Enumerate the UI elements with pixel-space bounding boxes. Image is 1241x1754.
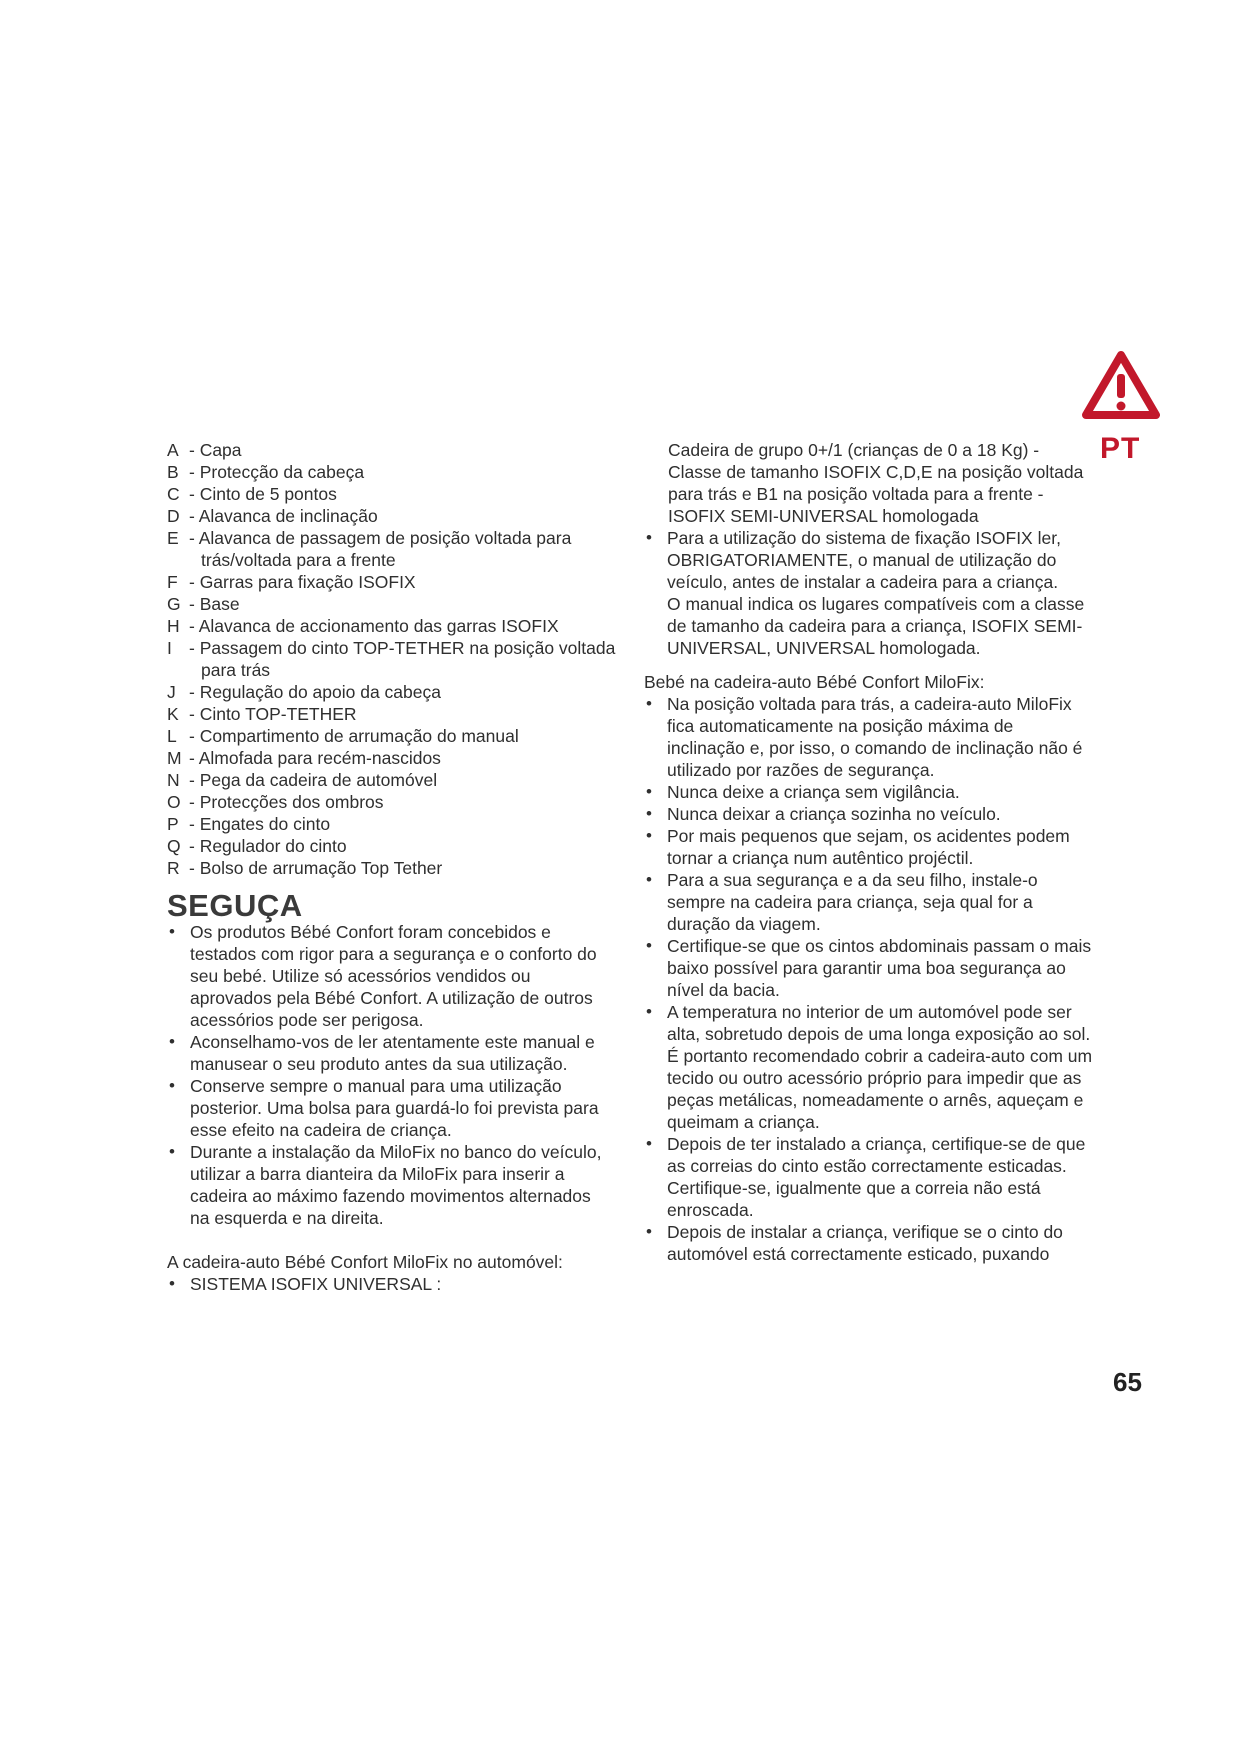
parts-list [167, 439, 616, 879]
part-item: M - Almofada para recém-nascidos [167, 748, 441, 768]
list-item: • Conserve sempre o manual para uma utilização posterior. Uma bolsa para guardá-lo foi prevista para esse efeito na cadeira de criança. [167, 1075, 607, 1141]
list-item: • Para a sua segurança e a da seu filho, instale-o sempre na cadeira para criança, seja qual for a duração da viagem. [644, 869, 1094, 935]
list-item: • A temperatura no interior de um automóvel pode ser alta, sobretudo depois de uma longa exposição ao sol. É portanto recomendado cobrir a cadeira-auto com um tecido ou outro acessório próprio para impedir que as peças metálicas, nomeadamente o arnês, aqueçam e queimam a criança. [644, 1001, 1094, 1133]
part-item: Q - Regulador do cinto [167, 836, 347, 856]
part-item: O - Protecções dos ombros [167, 792, 384, 812]
part-item: B - Protecção da cabeça [167, 462, 365, 482]
part-item: L - Compartimento de arrumação do manual [167, 726, 519, 746]
section-heading: SEGUÇA [167, 888, 303, 923]
part-item: D - Alavanca de inclinação [167, 506, 378, 526]
list-item: • Depois de ter instalado a criança, certifique-se de que as correias do cinto estão correctamente esticadas. Certifique-se, igualmente que a correia não está enroscada. [644, 1133, 1094, 1221]
part-item: E - Alavanca de passagem de posição voltada para trás/voltada para a frente [167, 528, 572, 570]
isofix-group-text: Cadeira de grupo 0+/1 (crianças de 0 a 18 Kg) - Classe de tamanho ISOFIX C,D,E na posição voltada para trás e B1 na posição voltada para a frente - ISOFIX SEMI-UNIVERSAL homologada [668, 440, 1084, 526]
list-item: • Certifique-se que os cintos abdominais passam o mais baixo possível para garantir uma boa segurança ao nível da bacia. [644, 935, 1094, 1001]
isofix-bullets [644, 527, 1094, 659]
part-item: R - Bolso de arrumação Top Tether [167, 858, 443, 878]
list-item: • Na posição voltada para trás, a cadeira-auto MiloFix fica automaticamente na posição máxima de inclinação e, por isso, o comando de inclinação não é utilizado por razões de segurança. [644, 693, 1094, 781]
list-item: • Nunca deixe a criança sem vigilância. [644, 781, 1094, 803]
safety-bullets [167, 921, 607, 1229]
part-item: G - Base [167, 594, 240, 614]
part-item: J - Regulação do apoio da cabeça [167, 682, 441, 702]
list-item: • Nunca deixar a criança sozinha no veículo. [644, 803, 1094, 825]
language-tag: PT [1100, 432, 1141, 465]
part-item: K - Cinto TOP-TETHER [167, 704, 357, 724]
list-item: • Aconselhamo-vos de ler atentamente este manual e manusear o seu produto antes da sua utilização. [167, 1031, 607, 1075]
car-intro: A cadeira-auto Bébé Confort MiloFix no automóvel: [167, 1252, 563, 1272]
left-column [167, 439, 616, 1295]
list-item: • Durante a instalação da MiloFix no banco do veículo, utilizar a barra dianteira da MiloFix para inserir a cadeira ao máximo fazendo movimentos alternados na esquerda e na direita. [167, 1141, 607, 1229]
list-item: • Os produtos Bébé Confort foram concebidos e testados com rigor para a segurança e o conforto do seu bebé. Utilize só acessórios vendidos ou aprovados pela Bébé Confort. A utilização de outros acessórios pode ser perigosa. [167, 921, 607, 1031]
baby-intro: Bebé na cadeira-auto Bébé Confort MiloFix: [644, 672, 985, 692]
page-number: 65 [1113, 1367, 1142, 1397]
list-item: • Depois de instalar a criança, verifique se o cinto do automóvel está correctamente esticado, puxando [644, 1221, 1094, 1265]
list-item: • Para a utilização do sistema de fixação ISOFIX ler, OBRIGATORIAMENTE, o manual de utilização do veículo, antes de instalar a cadeira para a criança. O manual indica os lugares compatíveis com a classe de tamanho da cadeira para a criança, ISOFIX SEMI-UNIVERSAL, UNIVERSAL homologada. [644, 527, 1094, 659]
list-item: • Por mais pequenos que sejam, os acidentes podem tornar a criança num autêntico projéctil. [644, 825, 1094, 869]
car-bullets [167, 1273, 607, 1295]
part-item: H - Alavanca de accionamento das garras ISOFIX [167, 616, 559, 636]
part-item: A - Capa [167, 440, 242, 460]
part-item: C - Cinto de 5 pontos [167, 484, 337, 504]
part-item: F - Garras para fixação ISOFIX [167, 572, 416, 592]
right-column [644, 439, 1094, 1265]
list-item: • SISTEMA ISOFIX UNIVERSAL : [167, 1273, 607, 1295]
part-item: N - Pega da cadeira de automóvel [167, 770, 438, 790]
part-item: I - Passagem do cinto TOP-TETHER na posição voltada para trás [167, 638, 616, 680]
part-item: P - Engates do cinto [167, 814, 331, 834]
baby-bullets [644, 693, 1094, 1265]
warning-triangle-icon [1082, 350, 1160, 420]
